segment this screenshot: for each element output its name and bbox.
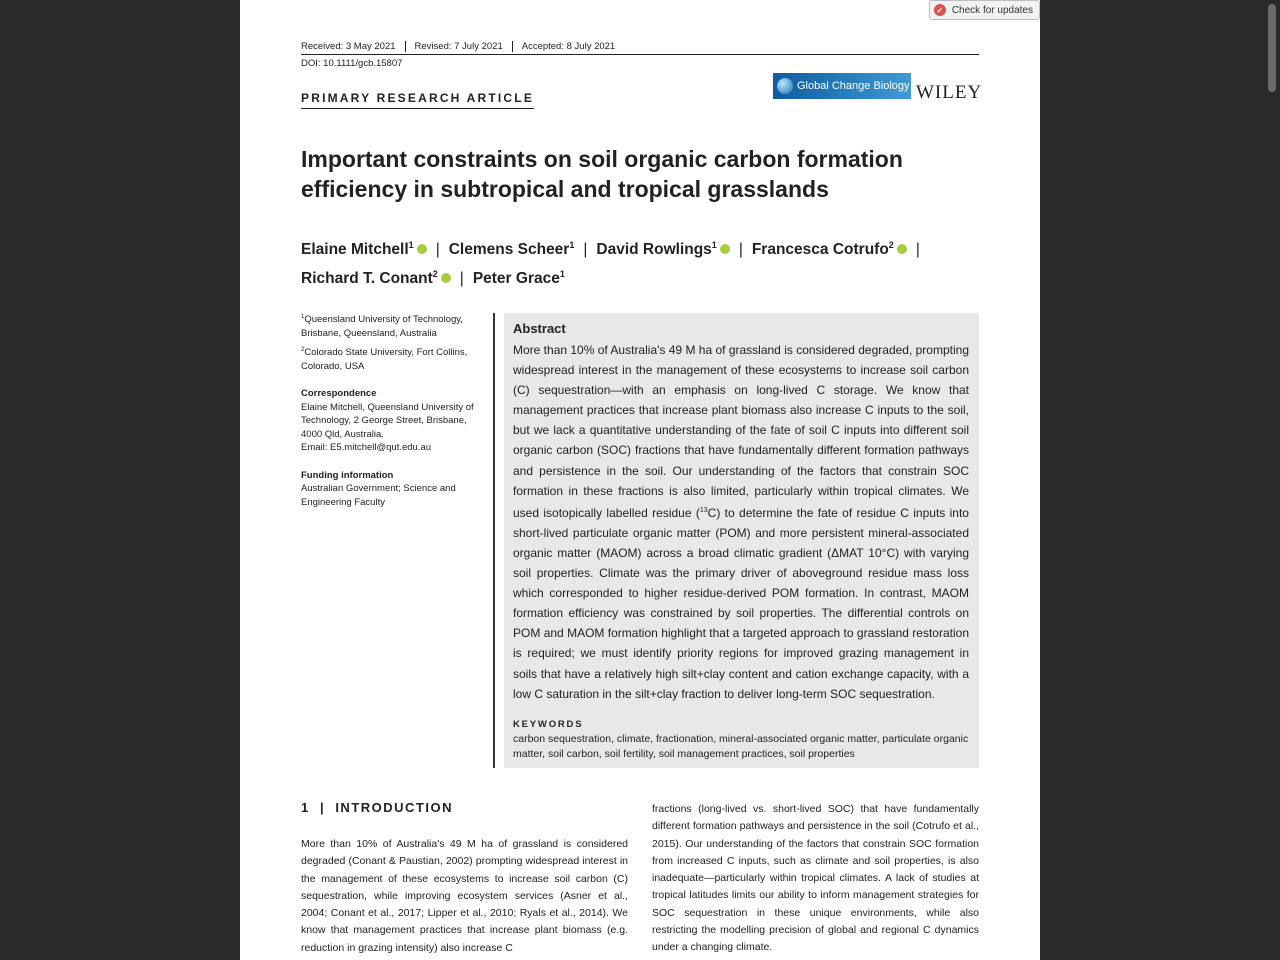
body-column-right (652, 801, 979, 957)
abstract-box (504, 313, 979, 768)
abstract-text: More than 10% of Australia's 49 M ha of grassland is considered degraded, prompting widespread interest in the management of these ecosystems to increase soil carbon (C) sequestration—with an emphasis on long-lived C storage. We know that management practices that increase plant biomass also increase C inputs to the soil, but we lack a quantitative understanding of the fate of soil C inputs into different soil organic carbon (SOC) fractions that have fundamentally different formation pathways and persistence in the soil. Our understanding of the factors that constrain SOC formation in these fractions is also limited, particularly within tropical climates. We used isotopically labelled residue ($^{13}$C) to determine the fate of residue C inputs into short-lived particulate organic matter (POM) and more persistent mineral-associated organic matter (MAOM) across a broad climatic gradient (ΔMAT 10°C) with varying soil properties. Climate was the primary driver of aboveground residue mass loss which corresponded to higher residue-derived POM formation. In contrast, MAOM formation efficiency was constrained by soil properties. The differential controls on POM and MAOM formation highlight that a targeted approach to grassland restoration is required; we must identify priority regions for improved grazing management in soils that have a relatively high silt+clay content and cation exchange capacity, with a low C saturation in the silt+clay fraction to deliver long-term SOC sequestration. (513, 343, 969, 701)
article-title: Important constraints on soil organic carbon formation efficiency in subtropical and tropical grasslands (301, 146, 903, 202)
section-heading: 1 | INTRODUCTION (301, 800, 453, 815)
received-date: Received: 3 May 2021 (301, 40, 396, 52)
author: Clemens Scheer$^1$ (448, 240, 575, 259)
author: Elaine Mitchell$^1$ (301, 241, 427, 258)
correspondence-heading: Correspondence (301, 388, 377, 400)
revised-date: Revised: 7 July 2021 (405, 41, 512, 52)
document-page (240, 0, 1040, 960)
history-dates (301, 38, 979, 55)
paragraph: fractions (long-lived vs. short-lived SOC) that have fundamentally different formation pathways and persistence in the soil (Cotrufo et al., 2015). Our understanding of the factors that constrain SOC formation from increased C inputs, such as climate and soil properties, is also inadequate—particularly within tropical climates. A lack of studies at tropical latitudes limits our ability to inform management strategies for SOC sequestration in these unique environments, while also restricting the modelling precision of global and regional C dynamics under a changing climate. (652, 803, 979, 954)
correspondence-text: Elaine Mitchell, Queensland University of Technology, 2 George Street, Brisbane, 4000 Qld, Australia. (301, 401, 474, 440)
orcid-icon[interactable] (897, 244, 907, 254)
check-for-updates-button[interactable] (929, 0, 1040, 20)
affiliation-2: $^2$Colorado State University, Fort Collins, Colorado, USA (301, 347, 468, 372)
sidebar-divider (493, 313, 495, 768)
correspondence-email[interactable]: Email: E5.mitchell@qut.edu.au (301, 442, 432, 454)
keywords-heading: KEYWORDS (513, 718, 584, 730)
accepted-date: Accepted: 8 July 2021 (512, 41, 624, 52)
keywords-text: carbon sequestration, climate, fractionation, mineral-associated organic matter, particulate organic matter, soil carbon, soil fertility, soil management practices, soil properties (513, 732, 969, 760)
publisher-logo: WILEY (916, 82, 983, 103)
journal-logo[interactable] (773, 73, 911, 99)
orcid-icon[interactable] (417, 244, 427, 254)
crossmark-icon: ✓ (934, 4, 946, 16)
article-type: PRIMARY RESEARCH ARTICLE (301, 91, 534, 109)
affiliation-1: $^1$Queensland University of Technology, Brisbane, Queensland, Australia (301, 314, 463, 339)
globe-icon (777, 78, 793, 94)
orcid-icon[interactable] (720, 244, 730, 254)
article-info-sidebar (301, 311, 481, 513)
author: David Rowlings$^1$ (596, 241, 729, 258)
doi[interactable]: DOI: 10.1111/gcb.15807 (301, 58, 403, 69)
orcid-icon[interactable] (441, 273, 451, 283)
journal-name: Global Change Biology (797, 80, 910, 92)
paragraph: More than 10% of Australia's 49 M ha of grassland is considered degraded (Conant & Paustian, 2002) prompting widespread interest in the management of these ecosystems to increase soil carbon (C) sequestration, while improving ecosystem services (Asner et al., 2004; Conant et al., 2017; Lipper et al., 2010; Ryals et al., 2014). We know that management practices that increase plant biomass (e.g. reduction in grazing intensity) also increase C (301, 838, 628, 954)
funding-text: Australian Government; Science and Engineering Faculty (301, 483, 456, 508)
author: Richard T. Conant$^2$ (301, 270, 451, 287)
abstract-heading: Abstract (513, 321, 566, 336)
check-updates-label: Check for updates (951, 4, 1033, 16)
author-list: Elaine Mitchell$^1$ | Clemens Scheer$^1$ | David Rowlings$^1$ | Francesca Cotrufo$^2$ | Richard T. Conant$^2$ | Peter Grace$^1$ (301, 240, 920, 288)
body-column-left (301, 836, 628, 957)
scrollbar-thumb[interactable] (1268, 4, 1276, 92)
author: Francesca Cotrufo$^2$ (752, 241, 907, 258)
funding-heading: Funding information (301, 469, 394, 481)
author: Peter Grace$^1$ (472, 269, 565, 288)
